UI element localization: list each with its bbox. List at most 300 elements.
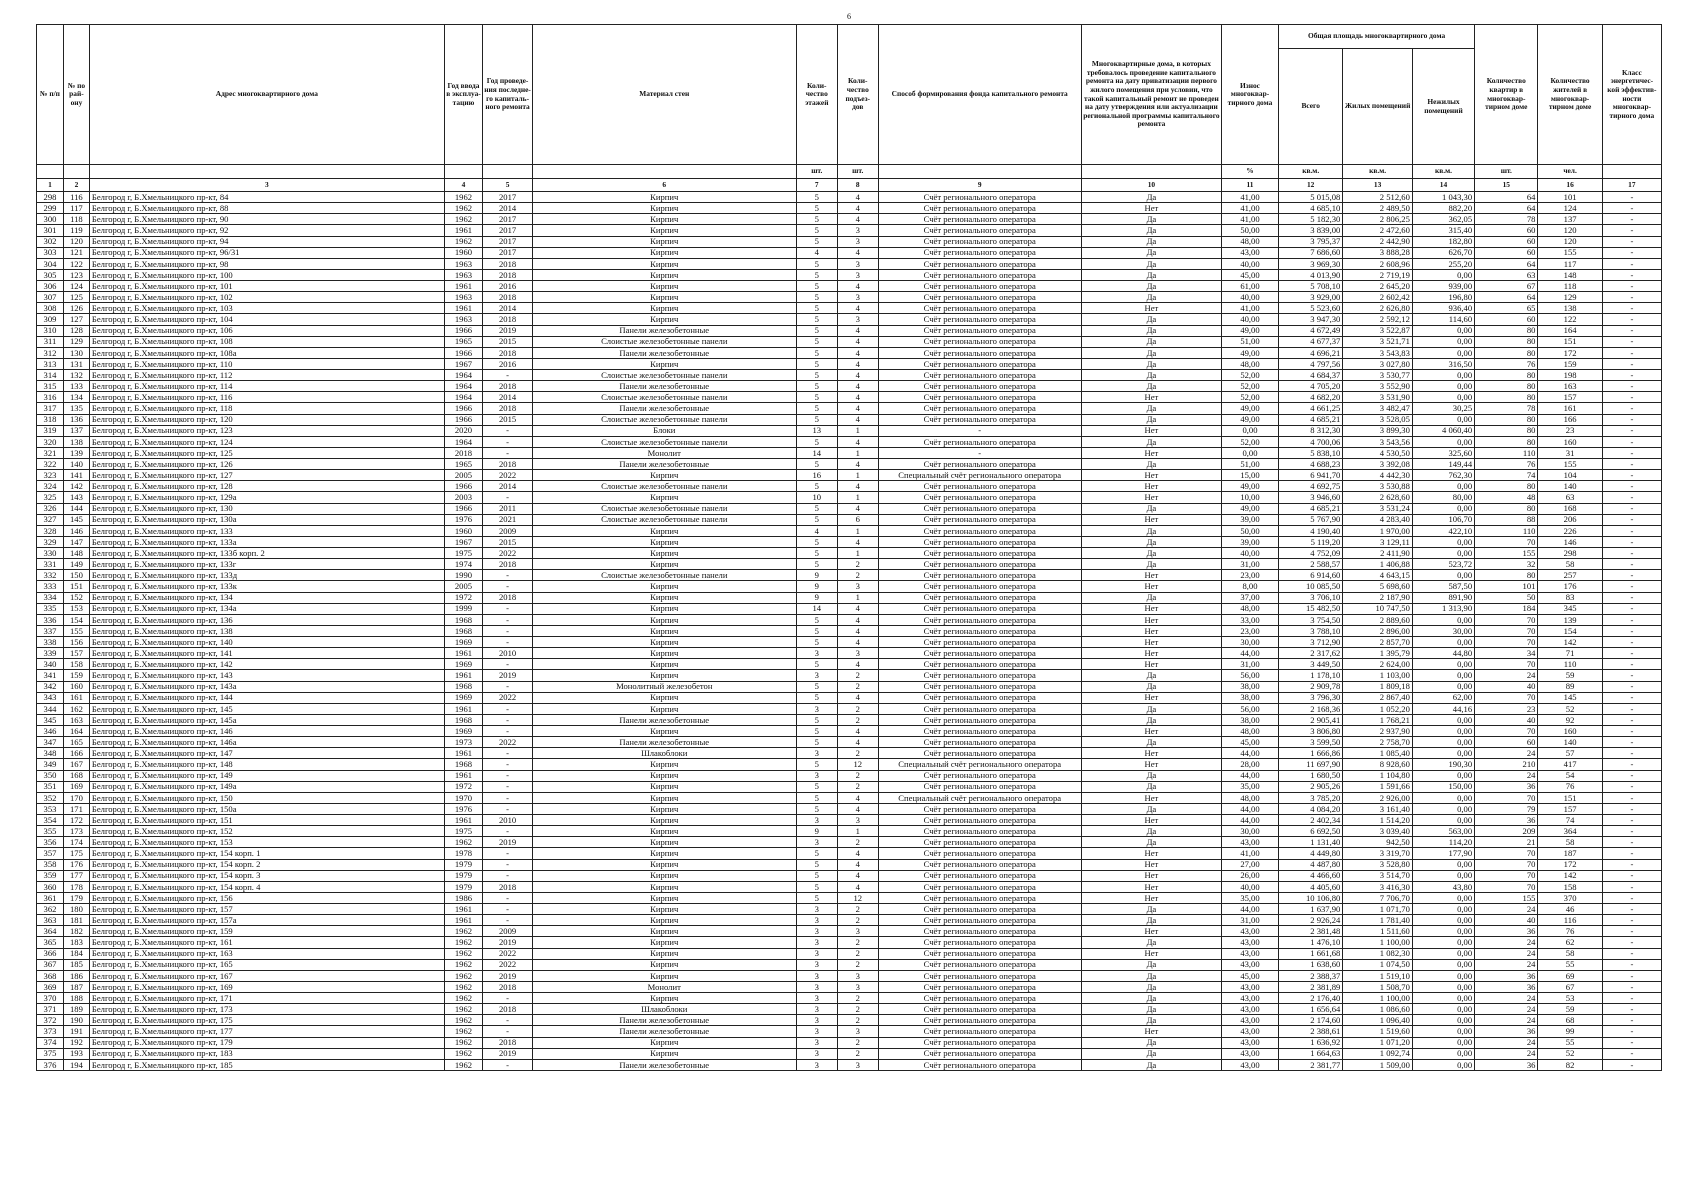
address-cell: Белгород г, Б.Хмельницкого пр-кт, 94 bbox=[89, 236, 444, 247]
floors-cell: 3 bbox=[796, 703, 838, 714]
fund-method-cell: Счёт регионального оператора bbox=[878, 247, 1081, 258]
repair-required-cell: Да bbox=[1081, 837, 1221, 848]
row-number-cell: 345 bbox=[37, 714, 64, 725]
wear-cell: 44,00 bbox=[1221, 815, 1278, 826]
repair-required-cell: Да bbox=[1081, 325, 1221, 336]
district-number-cell: 147 bbox=[63, 536, 89, 547]
last-repair-cell: 2018 bbox=[483, 459, 533, 470]
floors-cell: 5 bbox=[796, 203, 838, 214]
wear-cell: 31,00 bbox=[1221, 659, 1278, 670]
table-row bbox=[37, 881, 1662, 892]
apartments-cell: 23 bbox=[1475, 703, 1538, 714]
row-number-cell: 307 bbox=[37, 292, 64, 303]
district-number-cell: 165 bbox=[63, 737, 89, 748]
table-row bbox=[37, 892, 1662, 903]
fund-method-cell: Счёт регионального оператора bbox=[878, 1059, 1081, 1070]
district-number-cell: 119 bbox=[63, 225, 89, 236]
repair-required-cell: Да bbox=[1081, 292, 1221, 303]
last-repair-cell: 2017 bbox=[483, 192, 533, 203]
row-number-cell: 322 bbox=[37, 459, 64, 470]
energy-class-cell: - bbox=[1602, 1026, 1661, 1037]
area-total-cell: 7 686,60 bbox=[1279, 247, 1343, 258]
district-number-cell: 163 bbox=[63, 714, 89, 725]
fund-method-cell: Счёт регионального оператора bbox=[878, 236, 1081, 247]
header-residents-count: Количество жителей в многоквар- тирном доме bbox=[1538, 25, 1602, 165]
floors-cell: 3 bbox=[796, 1037, 838, 1048]
wall-material-cell: Панели железобетонные bbox=[532, 1026, 796, 1037]
wall-material-cell: Шлакоблоки bbox=[532, 748, 796, 759]
area-nonresidential-cell: 0,00 bbox=[1412, 414, 1474, 425]
area-residential-cell: 2 937,90 bbox=[1343, 726, 1413, 737]
floors-cell: 5 bbox=[796, 548, 838, 559]
column-number: 13 bbox=[1343, 179, 1413, 192]
district-number-cell: 122 bbox=[63, 258, 89, 269]
row-number-cell: 371 bbox=[37, 1004, 64, 1015]
apartments-cell: 80 bbox=[1475, 392, 1538, 403]
entrances-cell: 3 bbox=[838, 269, 878, 280]
last-repair-cell: - bbox=[483, 781, 533, 792]
year-built-cell: 1972 bbox=[444, 592, 482, 603]
area-nonresidential-cell: 190,30 bbox=[1412, 759, 1474, 770]
column-number: 1 bbox=[37, 179, 64, 192]
floors-cell: 3 bbox=[796, 748, 838, 759]
area-residential-cell: 1 104,80 bbox=[1343, 770, 1413, 781]
district-number-cell: 132 bbox=[63, 370, 89, 381]
floors-cell: 9 bbox=[796, 592, 838, 603]
area-total-cell: 4 682,20 bbox=[1279, 392, 1343, 403]
energy-class-cell: - bbox=[1602, 436, 1661, 447]
table-row bbox=[37, 770, 1662, 781]
entrances-cell: 2 bbox=[838, 559, 878, 570]
table-row bbox=[37, 269, 1662, 280]
residents-cell: 59 bbox=[1538, 670, 1602, 681]
area-residential-cell: 1 509,00 bbox=[1343, 1059, 1413, 1070]
area-nonresidential-cell: 44,80 bbox=[1412, 648, 1474, 659]
area-residential-cell: 1 086,60 bbox=[1343, 1004, 1413, 1015]
year-built-cell: 1963 bbox=[444, 292, 482, 303]
entrances-cell: 3 bbox=[838, 981, 878, 992]
area-total-cell: 1 178,10 bbox=[1279, 670, 1343, 681]
area-total-cell: 2 388,37 bbox=[1279, 970, 1343, 981]
energy-class-cell: - bbox=[1602, 459, 1661, 470]
apartments-cell: 80 bbox=[1475, 481, 1538, 492]
wall-material-cell: Кирпич bbox=[532, 525, 796, 536]
year-built-cell: 1968 bbox=[444, 714, 482, 725]
last-repair-cell: 2017 bbox=[483, 236, 533, 247]
area-nonresidential-cell: 44,16 bbox=[1412, 703, 1474, 714]
year-built-cell: 1960 bbox=[444, 247, 482, 258]
wear-cell: 43,00 bbox=[1221, 247, 1278, 258]
area-residential-cell: 1 519,10 bbox=[1343, 970, 1413, 981]
row-number-cell: 375 bbox=[37, 1048, 64, 1059]
repair-required-cell: Нет bbox=[1081, 447, 1221, 458]
wear-cell: 49,00 bbox=[1221, 347, 1278, 358]
wall-material-cell: Кирпич bbox=[532, 959, 796, 970]
district-number-cell: 177 bbox=[63, 870, 89, 881]
area-total-cell: 1 131,40 bbox=[1279, 837, 1343, 848]
residents-cell: 69 bbox=[1538, 970, 1602, 981]
last-repair-cell: - bbox=[483, 1059, 533, 1070]
year-built-cell: 1961 bbox=[444, 915, 482, 926]
table-row bbox=[37, 459, 1662, 470]
area-total-cell: 3 795,37 bbox=[1279, 236, 1343, 247]
year-built-cell: 1963 bbox=[444, 314, 482, 325]
wall-material-cell: Панели железобетонные bbox=[532, 737, 796, 748]
area-residential-cell: 4 643,15 bbox=[1343, 570, 1413, 581]
district-number-cell: 175 bbox=[63, 848, 89, 859]
area-nonresidential-cell: 0,00 bbox=[1412, 714, 1474, 725]
address-cell: Белгород г, Б.Хмельницкого пр-кт, 101 bbox=[89, 281, 444, 292]
address-cell: Белгород г, Б.Хмельницкого пр-кт, 114 bbox=[89, 381, 444, 392]
wall-material-cell: Кирпич bbox=[532, 269, 796, 280]
apartments-cell: 80 bbox=[1475, 370, 1538, 381]
entrances-cell: 2 bbox=[838, 770, 878, 781]
apartments-cell: 34 bbox=[1475, 648, 1538, 659]
entrances-cell: 3 bbox=[838, 581, 878, 592]
unit-floors: шт. bbox=[796, 165, 838, 179]
energy-class-cell: - bbox=[1602, 648, 1661, 659]
energy-class-cell: - bbox=[1602, 781, 1661, 792]
row-number-cell: 338 bbox=[37, 637, 64, 648]
entrances-cell: 1 bbox=[838, 525, 878, 536]
area-residential-cell: 2 758,70 bbox=[1343, 737, 1413, 748]
wear-cell: 48,00 bbox=[1221, 603, 1278, 614]
row-number-cell: 369 bbox=[37, 981, 64, 992]
table-row bbox=[37, 225, 1662, 236]
table-row bbox=[37, 993, 1662, 1004]
repair-required-cell: Да bbox=[1081, 192, 1221, 203]
entrances-cell: 2 bbox=[838, 1037, 878, 1048]
last-repair-cell: - bbox=[483, 848, 533, 859]
wall-material-cell: Кирпич bbox=[532, 881, 796, 892]
row-number-cell: 331 bbox=[37, 559, 64, 570]
residents-cell: 31 bbox=[1538, 447, 1602, 458]
floors-cell: 5 bbox=[796, 381, 838, 392]
district-number-cell: 150 bbox=[63, 570, 89, 581]
residents-cell: 370 bbox=[1538, 892, 1602, 903]
district-number-cell: 120 bbox=[63, 236, 89, 247]
address-cell: Белгород г, Б.Хмельницкого пр-кт, 130а bbox=[89, 514, 444, 525]
wear-cell: 43,00 bbox=[1221, 1048, 1278, 1059]
floors-cell: 5 bbox=[796, 269, 838, 280]
apartments-cell: 40 bbox=[1475, 714, 1538, 725]
wear-cell: 23,00 bbox=[1221, 570, 1278, 581]
area-nonresidential-cell: 43,80 bbox=[1412, 881, 1474, 892]
address-cell: Белгород г, Б.Хмельницкого пр-кт, 96/31 bbox=[89, 247, 444, 258]
wear-cell: 45,00 bbox=[1221, 970, 1278, 981]
address-cell: Белгород г, Б.Хмельницкого пр-кт, 136 bbox=[89, 614, 444, 625]
district-number-cell: 118 bbox=[63, 214, 89, 225]
address-cell: Белгород г, Б.Хмельницкого пр-кт, 106 bbox=[89, 325, 444, 336]
address-cell: Белгород г, Б.Хмельницкого пр-кт, 112 bbox=[89, 370, 444, 381]
header-wall-material: Материал стен bbox=[532, 25, 796, 165]
area-residential-cell: 3 129,11 bbox=[1343, 536, 1413, 547]
column-number: 5 bbox=[483, 179, 533, 192]
area-nonresidential-cell: 62,00 bbox=[1412, 692, 1474, 703]
entrances-cell: 2 bbox=[838, 915, 878, 926]
wall-material-cell: Кирпич bbox=[532, 314, 796, 325]
area-residential-cell: 3 552,90 bbox=[1343, 381, 1413, 392]
area-nonresidential-cell: 422,10 bbox=[1412, 525, 1474, 536]
year-built-cell: 1968 bbox=[444, 614, 482, 625]
row-number-cell: 346 bbox=[37, 726, 64, 737]
area-nonresidential-cell: 0,00 bbox=[1412, 915, 1474, 926]
floors-cell: 5 bbox=[796, 292, 838, 303]
energy-class-cell: - bbox=[1602, 714, 1661, 725]
area-total-cell: 2 388,61 bbox=[1279, 1026, 1343, 1037]
year-built-cell: 1961 bbox=[444, 815, 482, 826]
wall-material-cell: Кирпич bbox=[532, 792, 796, 803]
wall-material-cell: Кирпич bbox=[532, 726, 796, 737]
fund-method-cell: Счёт регионального оператора bbox=[878, 1026, 1081, 1037]
year-built-cell: 1962 bbox=[444, 203, 482, 214]
energy-class-cell: - bbox=[1602, 870, 1661, 881]
floors-cell: 5 bbox=[796, 681, 838, 692]
year-built-cell: 1974 bbox=[444, 559, 482, 570]
fund-method-cell: Счёт регионального оператора bbox=[878, 258, 1081, 269]
energy-class-cell: - bbox=[1602, 692, 1661, 703]
address-cell: Белгород г, Б.Хмельницкого пр-кт, 104 bbox=[89, 314, 444, 325]
address-cell: Белгород г, Б.Хмельницкого пр-кт, 143 bbox=[89, 670, 444, 681]
area-residential-cell: 3 039,40 bbox=[1343, 826, 1413, 837]
area-total-cell: 4 487,80 bbox=[1279, 859, 1343, 870]
table-row bbox=[37, 803, 1662, 814]
wear-cell: 49,00 bbox=[1221, 503, 1278, 514]
repair-required-cell: Да bbox=[1081, 904, 1221, 915]
table-row bbox=[37, 536, 1662, 547]
year-built-cell: 1962 bbox=[444, 1004, 482, 1015]
row-number-cell: 308 bbox=[37, 303, 64, 314]
apartments-cell: 70 bbox=[1475, 848, 1538, 859]
area-nonresidential-cell: 177,90 bbox=[1412, 848, 1474, 859]
housing-register-table bbox=[36, 24, 1662, 1071]
area-nonresidential-cell: 0,00 bbox=[1412, 659, 1474, 670]
area-residential-cell: 3 392,08 bbox=[1343, 459, 1413, 470]
row-number-cell: 348 bbox=[37, 748, 64, 759]
energy-class-cell: - bbox=[1602, 503, 1661, 514]
fund-method-cell: Счёт регионального оператора bbox=[878, 269, 1081, 280]
energy-class-cell: - bbox=[1602, 392, 1661, 403]
area-total-cell: 2 168,36 bbox=[1279, 703, 1343, 714]
entrances-cell: 12 bbox=[838, 759, 878, 770]
table-row bbox=[37, 203, 1662, 214]
address-cell: Белгород г, Б.Хмельницкого пр-кт, 128 bbox=[89, 481, 444, 492]
residents-cell: 63 bbox=[1538, 492, 1602, 503]
year-built-cell: 1961 bbox=[444, 648, 482, 659]
apartments-cell: 80 bbox=[1475, 436, 1538, 447]
wall-material-cell: Слоистые железобетонные панели bbox=[532, 481, 796, 492]
year-built-cell: 1962 bbox=[444, 981, 482, 992]
table-row bbox=[37, 447, 1662, 458]
apartments-cell: 36 bbox=[1475, 981, 1538, 992]
row-number-cell: 320 bbox=[37, 436, 64, 447]
area-residential-cell: 2 926,00 bbox=[1343, 792, 1413, 803]
address-cell: Белгород г, Б.Хмельницкого пр-кт, 146а bbox=[89, 737, 444, 748]
apartments-cell: 64 bbox=[1475, 192, 1538, 203]
table-row bbox=[37, 726, 1662, 737]
last-repair-cell: 2015 bbox=[483, 536, 533, 547]
area-nonresidential-cell: 626,70 bbox=[1412, 247, 1474, 258]
residents-cell: 163 bbox=[1538, 381, 1602, 392]
row-number-cell: 344 bbox=[37, 703, 64, 714]
residents-cell: 83 bbox=[1538, 592, 1602, 603]
column-number: 2 bbox=[63, 179, 89, 192]
area-total-cell: 1 638,60 bbox=[1279, 959, 1343, 970]
apartments-cell: 24 bbox=[1475, 904, 1538, 915]
fund-method-cell: Счёт регионального оператора bbox=[878, 993, 1081, 1004]
residents-cell: 122 bbox=[1538, 314, 1602, 325]
energy-class-cell: - bbox=[1602, 325, 1661, 336]
apartments-cell: 65 bbox=[1475, 303, 1538, 314]
entrances-cell: 1 bbox=[838, 492, 878, 503]
apartments-cell: 64 bbox=[1475, 292, 1538, 303]
apartments-cell: 40 bbox=[1475, 915, 1538, 926]
row-number-cell: 351 bbox=[37, 781, 64, 792]
district-number-cell: 157 bbox=[63, 648, 89, 659]
apartments-cell: 184 bbox=[1475, 603, 1538, 614]
wall-material-cell: Кирпич bbox=[532, 926, 796, 937]
energy-class-cell: - bbox=[1602, 281, 1661, 292]
address-cell: Белгород г, Б.Хмельницкого пр-кт, 183 bbox=[89, 1048, 444, 1059]
area-residential-cell: 1 781,40 bbox=[1343, 915, 1413, 926]
apartments-cell: 24 bbox=[1475, 1037, 1538, 1048]
address-cell: Белгород г, Б.Хмельницкого пр-кт, 138 bbox=[89, 625, 444, 636]
header-address: Адрес многоквартирного дома bbox=[89, 25, 444, 165]
year-built-cell: 1962 bbox=[444, 1037, 482, 1048]
table-row bbox=[37, 659, 1662, 670]
energy-class-cell: - bbox=[1602, 592, 1661, 603]
fund-method-cell: Счёт регионального оператора bbox=[878, 225, 1081, 236]
table-row bbox=[37, 514, 1662, 525]
residents-cell: 172 bbox=[1538, 859, 1602, 870]
wall-material-cell: Слоистые железобетонные панели bbox=[532, 514, 796, 525]
repair-required-cell: Да bbox=[1081, 358, 1221, 369]
floors-cell: 3 bbox=[796, 948, 838, 959]
repair-required-cell: Да bbox=[1081, 414, 1221, 425]
row-number-cell: 301 bbox=[37, 225, 64, 236]
row-number-cell: 302 bbox=[37, 236, 64, 247]
wear-cell: 30,00 bbox=[1221, 826, 1278, 837]
table-row bbox=[37, 370, 1662, 381]
floors-cell: 5 bbox=[796, 459, 838, 470]
district-number-cell: 161 bbox=[63, 692, 89, 703]
floors-cell: 13 bbox=[796, 425, 838, 436]
address-cell: Белгород г, Б.Хмельницкого пр-кт, 145 bbox=[89, 703, 444, 714]
wear-cell: 40,00 bbox=[1221, 314, 1278, 325]
area-residential-cell: 3 416,30 bbox=[1343, 881, 1413, 892]
entrances-cell: 4 bbox=[838, 481, 878, 492]
district-number-cell: 176 bbox=[63, 859, 89, 870]
apartments-cell: 70 bbox=[1475, 692, 1538, 703]
area-residential-cell: 1 591,66 bbox=[1343, 781, 1413, 792]
repair-required-cell: Нет bbox=[1081, 614, 1221, 625]
residents-cell: 82 bbox=[1538, 1059, 1602, 1070]
repair-required-cell: Да bbox=[1081, 681, 1221, 692]
entrances-cell: 4 bbox=[838, 347, 878, 358]
year-built-cell: 1962 bbox=[444, 1048, 482, 1059]
floors-cell: 5 bbox=[796, 225, 838, 236]
residents-cell: 92 bbox=[1538, 714, 1602, 725]
repair-required-cell: Нет bbox=[1081, 848, 1221, 859]
address-cell: Белгород г, Б.Хмельницкого пр-кт, 129а bbox=[89, 492, 444, 503]
wall-material-cell: Кирпич bbox=[532, 692, 796, 703]
entrances-cell: 2 bbox=[838, 748, 878, 759]
residents-cell: 157 bbox=[1538, 803, 1602, 814]
apartments-cell: 210 bbox=[1475, 759, 1538, 770]
repair-required-cell: Да bbox=[1081, 781, 1221, 792]
area-nonresidential-cell: 0,00 bbox=[1412, 548, 1474, 559]
row-number-cell: 342 bbox=[37, 681, 64, 692]
area-total-cell: 2 176,40 bbox=[1279, 993, 1343, 1004]
header-total-area-group: Общая площадь многоквартирного дома bbox=[1279, 25, 1475, 49]
address-cell: Белгород г, Б.Хмельницкого пр-кт, 108а bbox=[89, 347, 444, 358]
residents-cell: 159 bbox=[1538, 358, 1602, 369]
apartments-cell: 155 bbox=[1475, 548, 1538, 559]
area-total-cell: 5 015,08 bbox=[1279, 192, 1343, 203]
energy-class-cell: - bbox=[1602, 581, 1661, 592]
residents-cell: 54 bbox=[1538, 770, 1602, 781]
entrances-cell: 12 bbox=[838, 892, 878, 903]
district-number-cell: 141 bbox=[63, 470, 89, 481]
district-number-cell: 185 bbox=[63, 959, 89, 970]
floors-cell: 5 bbox=[796, 881, 838, 892]
energy-class-cell: - bbox=[1602, 347, 1661, 358]
area-nonresidential-cell: 0,00 bbox=[1412, 670, 1474, 681]
apartments-cell: 70 bbox=[1475, 637, 1538, 648]
year-built-cell: 1973 bbox=[444, 737, 482, 748]
district-number-cell: 138 bbox=[63, 436, 89, 447]
area-total-cell: 4 672,49 bbox=[1279, 325, 1343, 336]
fund-method-cell: Счёт регионального оператора bbox=[878, 703, 1081, 714]
wear-cell: 43,00 bbox=[1221, 948, 1278, 959]
year-built-cell: 1962 bbox=[444, 236, 482, 247]
row-number-cell: 367 bbox=[37, 959, 64, 970]
residents-cell: 140 bbox=[1538, 737, 1602, 748]
table-row bbox=[37, 470, 1662, 481]
address-cell: Белгород г, Б.Хмельницкого пр-кт, 110 bbox=[89, 358, 444, 369]
header-area-nonresidential: Нежилых помещений bbox=[1412, 49, 1474, 165]
area-residential-cell: 2 867,40 bbox=[1343, 692, 1413, 703]
fund-method-cell: - bbox=[878, 425, 1081, 436]
repair-required-cell: Да bbox=[1081, 1004, 1221, 1015]
address-cell: Белгород г, Б.Хмельницкого пр-кт, 154 корп. 4 bbox=[89, 881, 444, 892]
area-total-cell: 2 174,60 bbox=[1279, 1015, 1343, 1026]
repair-required-cell: Да bbox=[1081, 1059, 1221, 1070]
apartments-cell: 50 bbox=[1475, 592, 1538, 603]
apartments-cell: 24 bbox=[1475, 1048, 1538, 1059]
table-row bbox=[37, 570, 1662, 581]
area-residential-cell: 3 528,05 bbox=[1343, 414, 1413, 425]
district-number-cell: 172 bbox=[63, 815, 89, 826]
district-number-cell: 154 bbox=[63, 614, 89, 625]
residents-cell: 155 bbox=[1538, 247, 1602, 258]
table-row bbox=[37, 492, 1662, 503]
header-energy-class: Класс энергетичес- кой эффектив- ности многоквар- тирного дома bbox=[1602, 25, 1661, 165]
address-cell: Белгород г, Б.Хмельницкого пр-кт, 169 bbox=[89, 981, 444, 992]
table-row bbox=[37, 870, 1662, 881]
apartments-cell: 24 bbox=[1475, 959, 1538, 970]
year-built-cell: 1969 bbox=[444, 659, 482, 670]
entrances-cell: 4 bbox=[838, 848, 878, 859]
year-built-cell: 1972 bbox=[444, 781, 482, 792]
area-residential-cell: 1 970,00 bbox=[1343, 525, 1413, 536]
district-number-cell: 130 bbox=[63, 347, 89, 358]
last-repair-cell: 2018 bbox=[483, 381, 533, 392]
repair-required-cell: Да bbox=[1081, 436, 1221, 447]
entrances-cell: 6 bbox=[838, 514, 878, 525]
table-row bbox=[37, 325, 1662, 336]
repair-required-cell: Да bbox=[1081, 993, 1221, 1004]
